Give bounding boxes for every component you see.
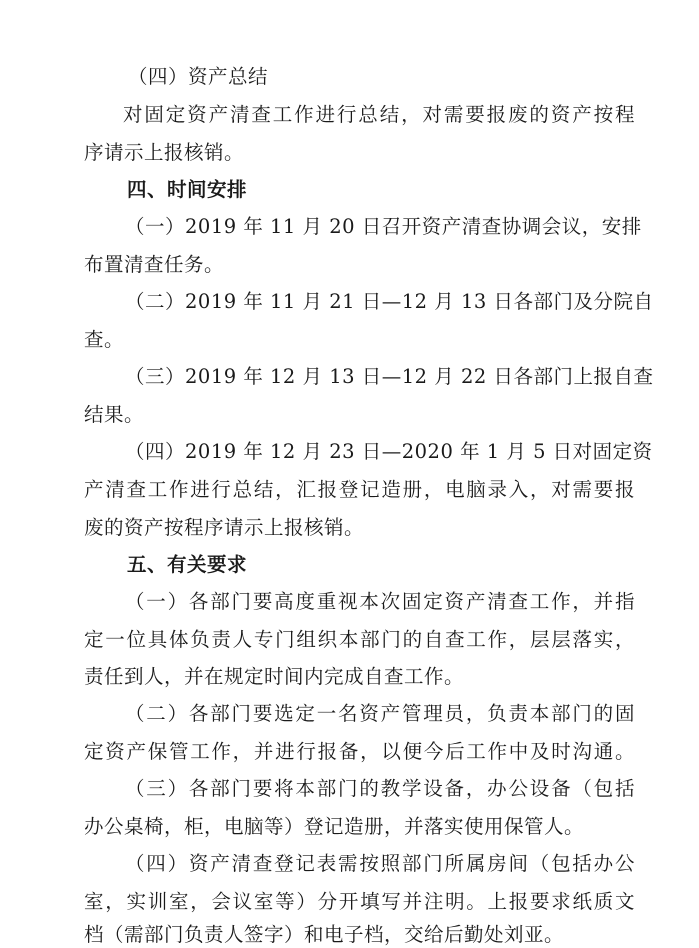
- paragraph-line: 定资产保管工作，并进行报备，以便今后工作中及时沟通。: [84, 740, 635, 763]
- section-heading-schedule: 四、时间安排: [127, 178, 248, 201]
- paragraph-line: 对固定资产清查工作进行总结，对需要报废的资产按程: [123, 103, 635, 126]
- paragraph-line: （四）2019 年 12 月 23 日—2020 年 1 月 5 日对固定资: [125, 440, 653, 463]
- paragraph-line: （二）各部门要选定一名资产管理员，负责本部门的固: [125, 702, 635, 725]
- paragraph-line: 档（需部门负责人签字）和电子档，交给后勤处刘亚。: [84, 923, 565, 946]
- paragraph-line: 办公桌椅，柜，电脑等）登记造册，并落实使用保管人。: [84, 815, 585, 838]
- paragraph-line: （四）资产清查登记表需按照部门所属房间（包括办公: [125, 852, 635, 875]
- paragraph-line: 产清查工作进行总结，汇报登记造册，电脑录入，对需要报: [84, 478, 635, 501]
- paragraph-line: （二）2019 年 11 月 21 日—12 月 13 日各部门及分院自: [125, 290, 654, 313]
- subsection-heading-asset-summary: （四）资产总结: [128, 65, 269, 88]
- paragraph-line: 废的资产按程序请示上报核销。: [84, 516, 365, 539]
- paragraph-line: 序请示上报核销。: [84, 141, 245, 164]
- paragraph-line: 查。: [84, 328, 125, 351]
- paragraph-line: （一）2019 年 11 月 20 日召开资产清查协调会议，安排: [125, 215, 642, 238]
- paragraph-line: 室，实训室，会议室等）分开填写并注明。上报要求纸质文: [84, 890, 635, 913]
- section-heading-requirements: 五、有关要求: [127, 553, 248, 576]
- paragraph-line: 结果。: [84, 403, 145, 426]
- paragraph-line: 责任到人，并在规定时间内完成自查工作。: [84, 665, 465, 688]
- paragraph-line: （三）2019 年 12 月 13 日—12 月 22 日各部门上报自查: [125, 365, 654, 388]
- paragraph-line: 布置清查任务。: [84, 253, 225, 276]
- paragraph-line: （一）各部门要高度重视本次固定资产清查工作，并指: [125, 590, 635, 613]
- paragraph-line: 定一位具体负责人专门组织本部门的自查工作，层层落实，: [84, 628, 635, 651]
- paragraph-line: （三）各部门要将本部门的教学设备，办公设备（包括: [125, 777, 635, 800]
